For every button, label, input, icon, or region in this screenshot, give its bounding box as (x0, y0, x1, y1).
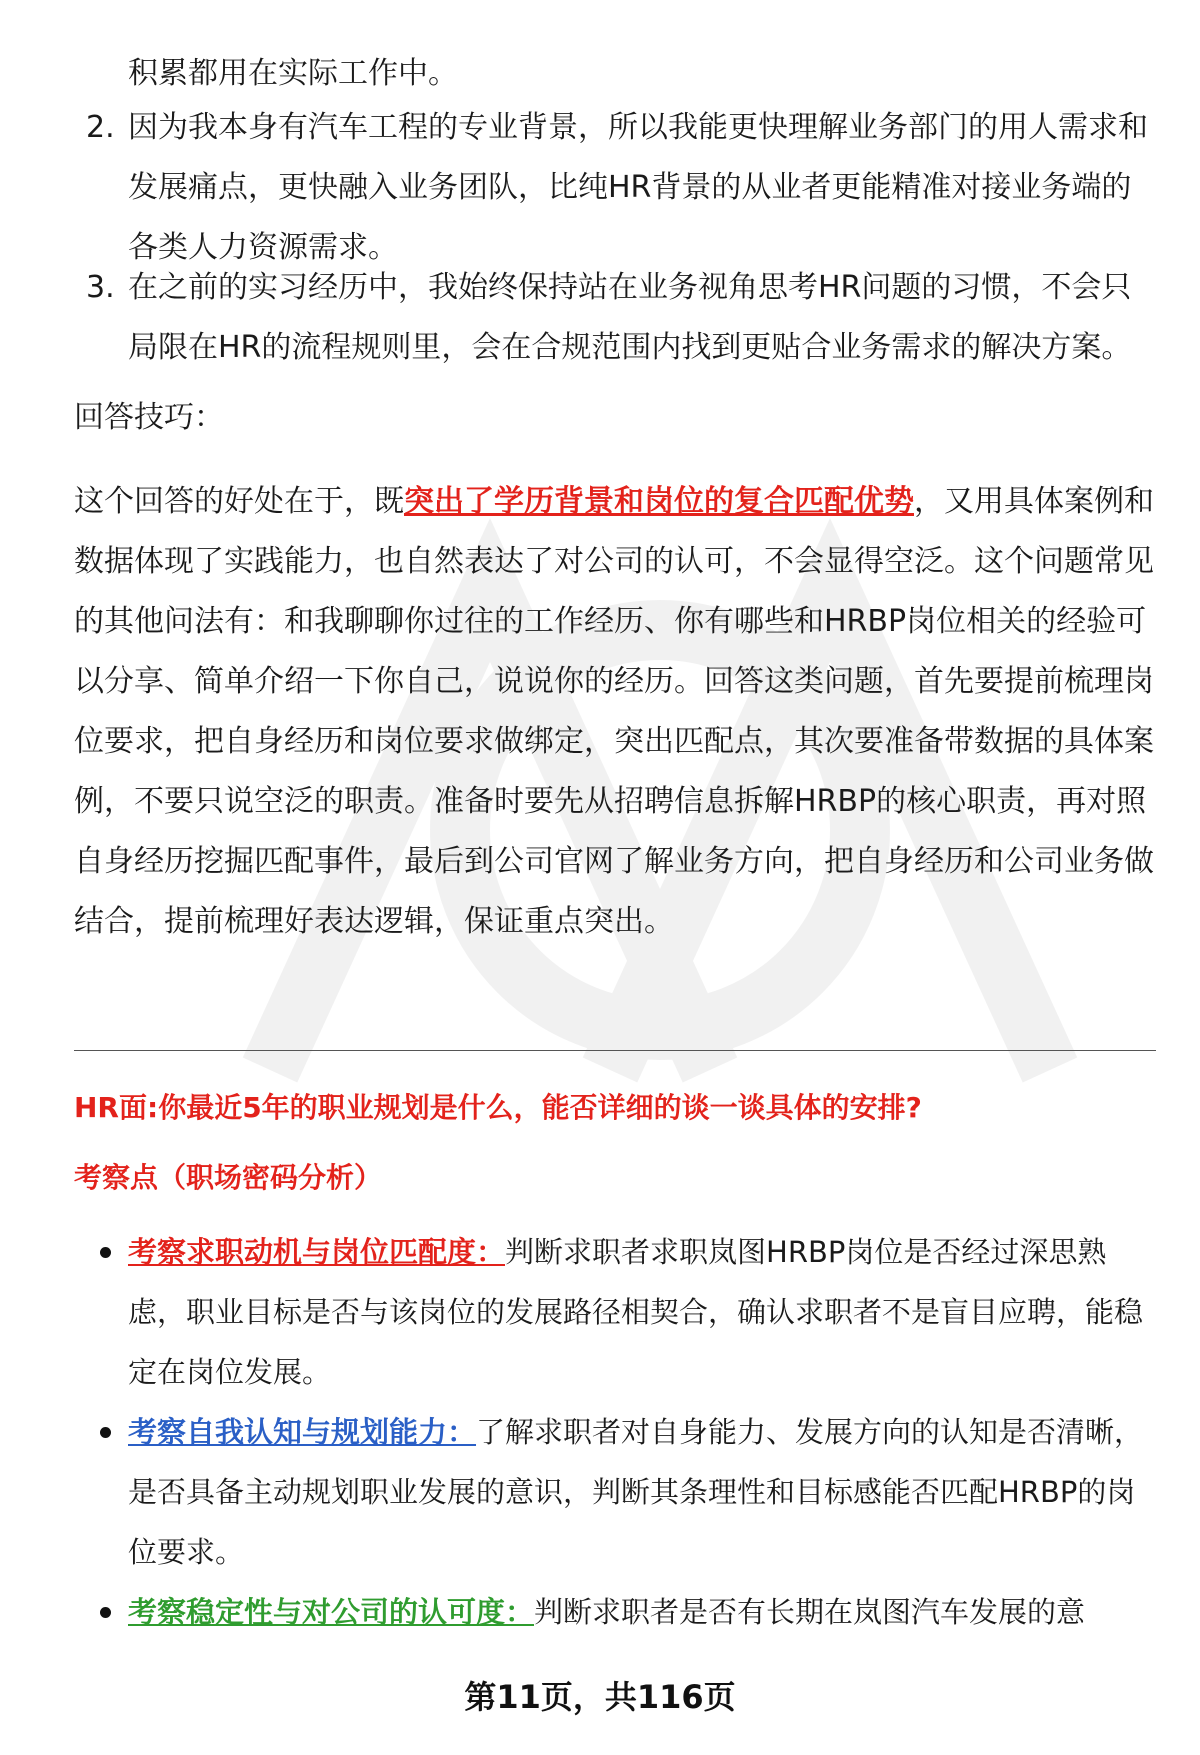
bullet-dot-icon (100, 1247, 111, 1258)
page-number: 第11页，共116页 (464, 1678, 736, 1716)
analysis-heading: 考察点（职场密码分析） (74, 1161, 383, 1194)
bullet-text: 判断求职者是否有长期在岚图汽车发展的意 (534, 1595, 1086, 1629)
list-text: 在之前的实习经历中，我始终保持站在业务视角思考HR问题的习惯，不会只局限在HR的流程规则里，会在合规范围内找到更贴合业务需求的解决方案。 (128, 270, 1132, 365)
bullet-item (74, 1582, 1154, 1642)
bullet-text: 了解求职者对自身能力、发展方向的认知是否清晰，是否具备主动规划职业发展的意识，判断其条理性和目标感能否匹配HRBP的岗位要求。 (128, 1415, 1144, 1569)
tips-paragraph (74, 472, 1154, 952)
bullet-dot-icon (100, 1607, 111, 1618)
tips-highlight: 突出了学历背景和岗位的复合匹配优势 (404, 484, 914, 519)
bullet-label: 考察自我认知与规划能力： (128, 1415, 477, 1449)
list-item-2 (74, 98, 1154, 278)
bullet-item (74, 1402, 1154, 1582)
bullet-body (128, 1222, 1154, 1402)
bullet-text: 判断求职者求职岚图HRBP岗位是否经过深思熟虑，职业目标是否与该岗位的发展路径相契合，确认求职者不是盲目应聘，能稳定在岗位发展。 (128, 1235, 1144, 1389)
tips-rest: ，又用具体案例和数据体现了实践能力，也自然表达了对公司的认可，不会显得空泛。这个问题常见的其他问法有：和我聊聊你过往的工作经历、你有哪些和HRBP岗位相关的经验可以分享、简单介绍一下你自己，说说你的经历。回答这类问题，首先要提前梳理岗位要求，把自身经历和岗位要求做绑定，突出匹配点，其次要准备带数据的具体案例，不要只说空泛的职责。准备时要先从招聘信息拆解HRBP的核心职责，再对照自身经历挖掘匹配事件，最后到公司官网了解业务方向，把自身经历和公司业务做结合，提前梳理好表达逻辑，保证重点突出。 (74, 484, 1154, 939)
bullet-item (74, 1222, 1154, 1402)
bullet-body (128, 1402, 1154, 1582)
list-number: 3. (86, 270, 115, 305)
tips-prefix: 这个回答的好处在于，既 (74, 484, 404, 519)
list-number: 2. (86, 110, 115, 145)
bullet-dot-icon (100, 1427, 111, 1438)
list-text: 因为我本身有汽车工程的专业背景，所以我能更快理解业务部门的用人需求和发展痛点，更快融入业务团队，比纯HR背景的从业者更能精准对接业务端的各类人力资源需求。 (128, 110, 1148, 265)
list-continuation: 积累都用在实际工作中。 (128, 56, 458, 91)
question-heading: HR面:你最近5年的职业规划是什么，能否详细的谈一谈具体的安排? (74, 1091, 922, 1124)
bullet-label: 考察稳定性与对公司的认可度： (128, 1595, 535, 1629)
bullet-label: 考察求职动机与岗位匹配度： (128, 1235, 506, 1269)
section-divider (74, 1050, 1156, 1051)
tips-label: 回答技巧： (74, 400, 224, 435)
list-item-3 (74, 258, 1154, 378)
bullet-body (128, 1582, 1154, 1642)
